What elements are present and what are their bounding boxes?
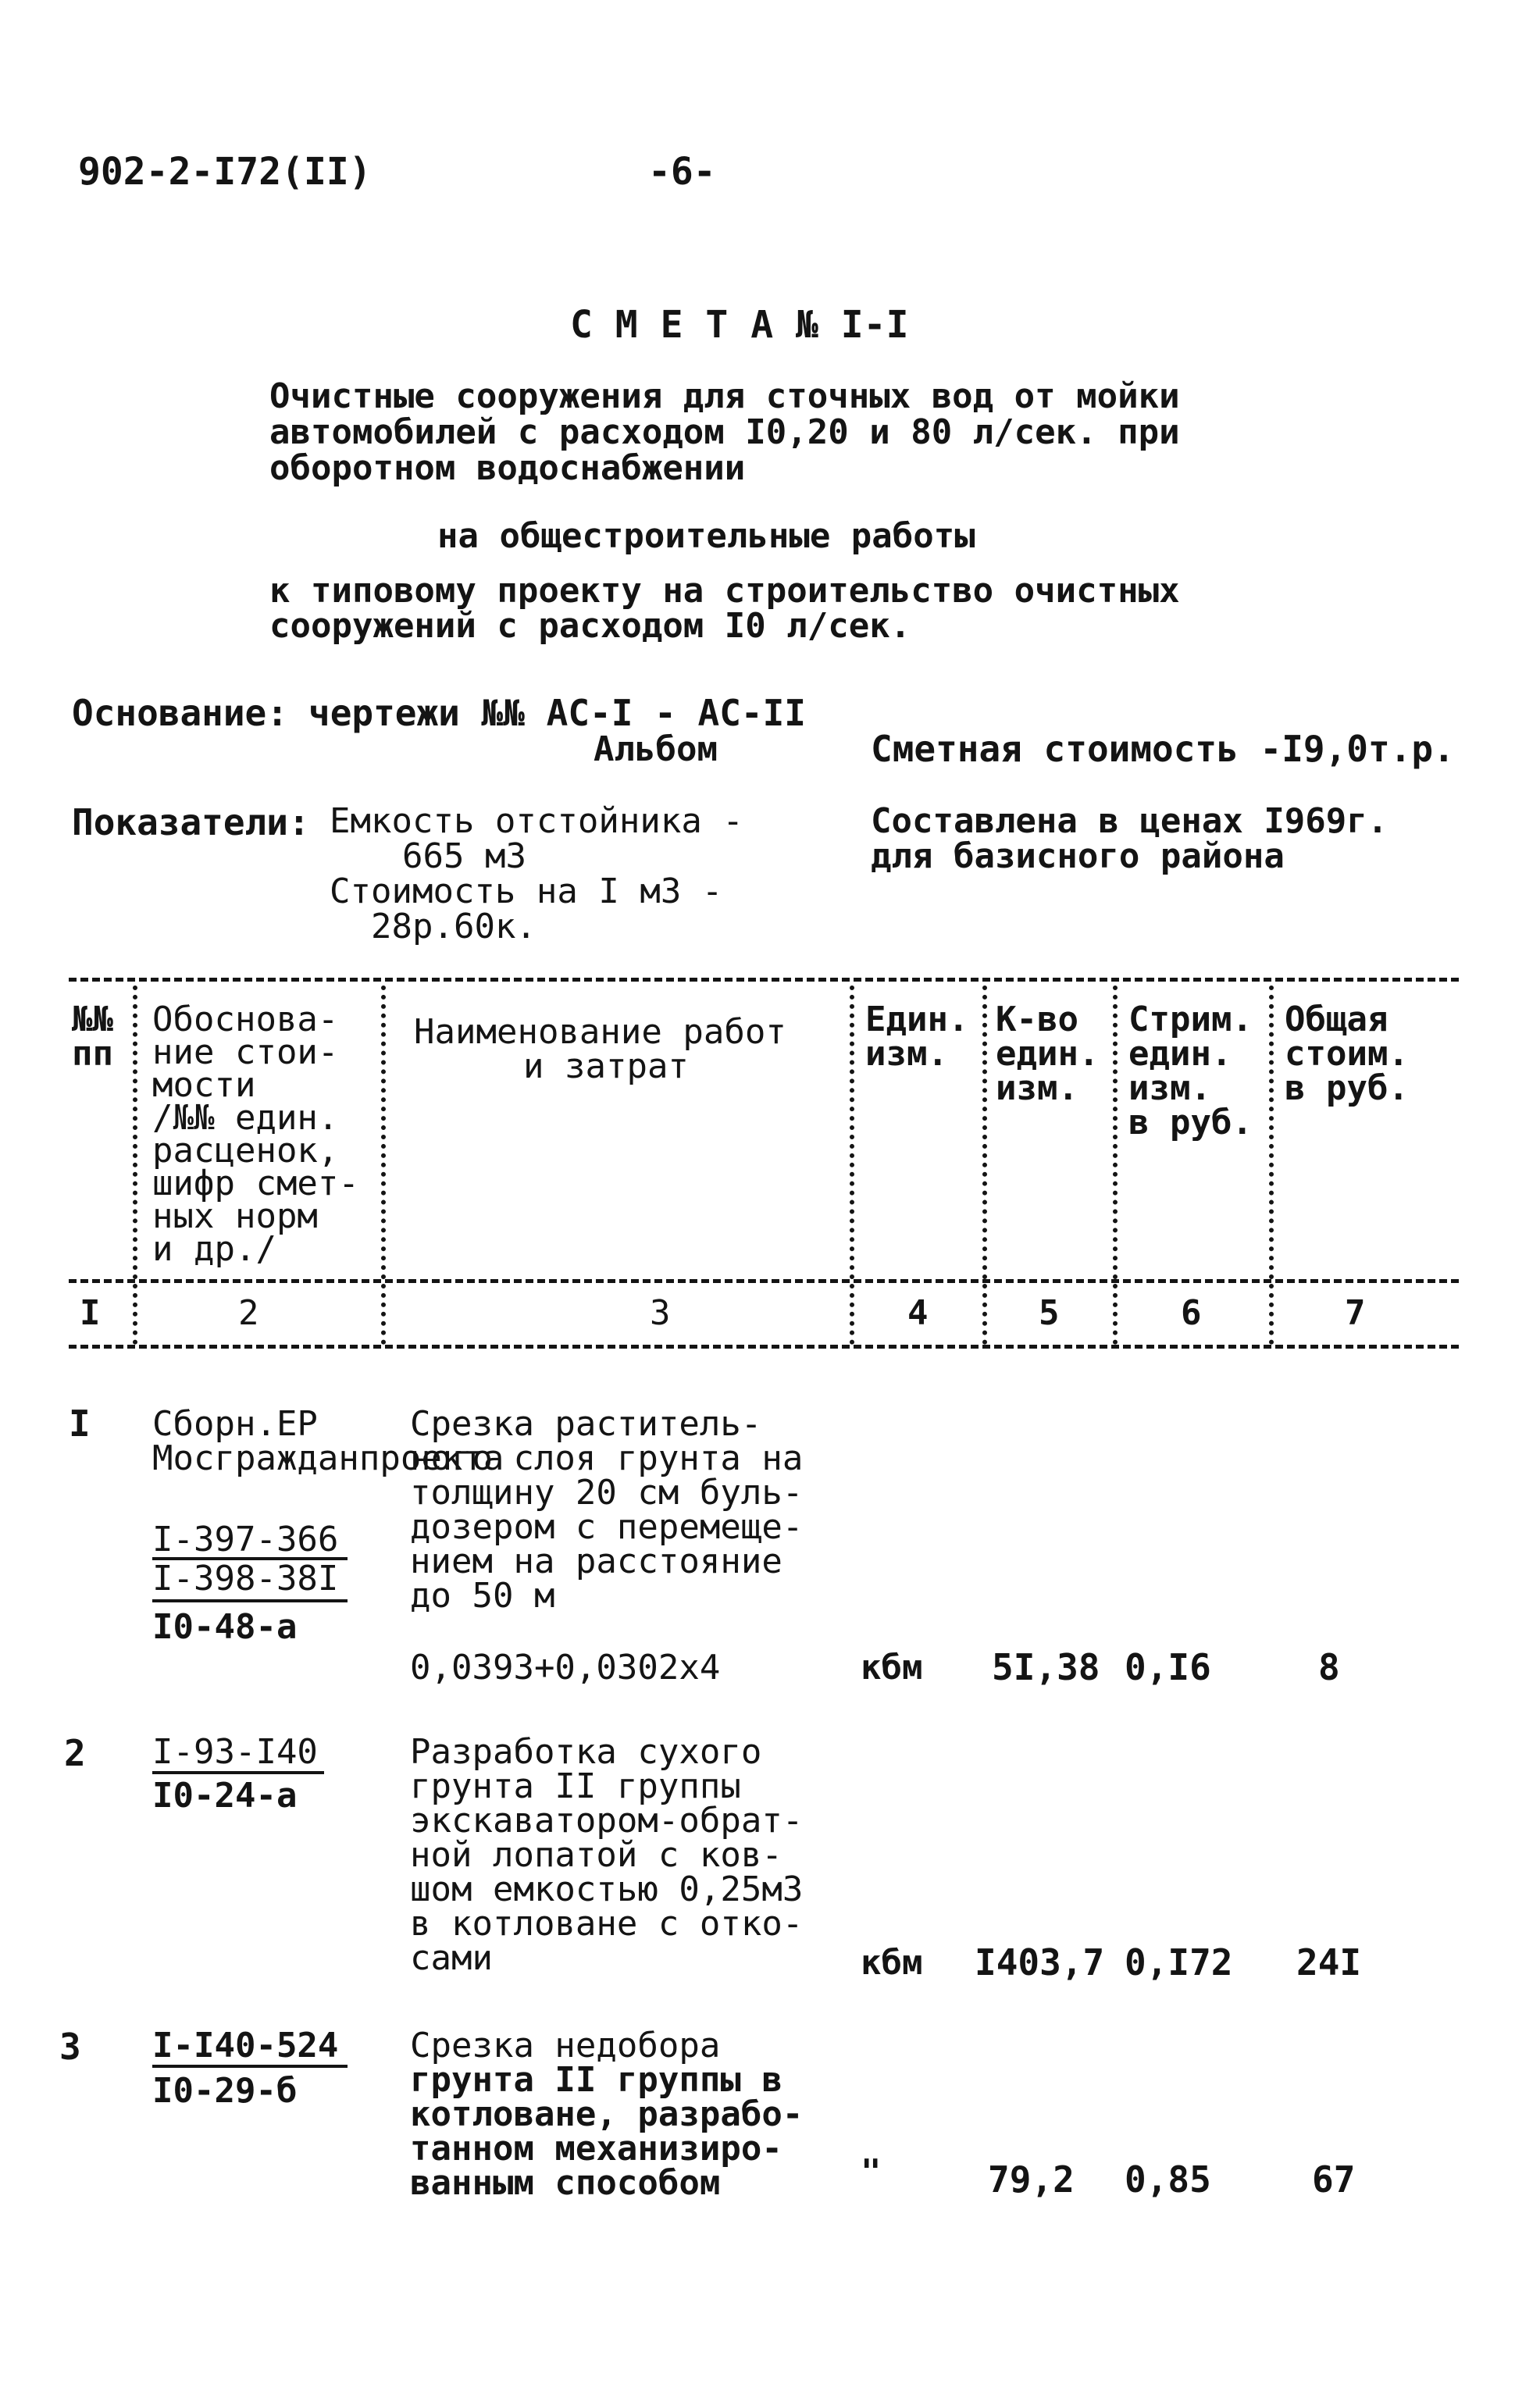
row-name-line: танном механизиро- <box>410 2129 782 2169</box>
row-unit: кбм <box>861 1943 923 1983</box>
column-divider-3 <box>850 985 854 1345</box>
header-qty-line-3: изм. <box>996 1068 1078 1108</box>
row-name-line: грунта II группы в <box>410 2060 782 2100</box>
header-price-line-2: един. <box>1128 1034 1232 1074</box>
header-basis-line-5: расценок, <box>152 1131 339 1171</box>
header-basis-line-6: шифр смет- <box>152 1164 359 1203</box>
row-number: 2 <box>64 1732 86 1774</box>
header-unit-line-2: изм. <box>865 1034 948 1074</box>
row-name-line: шом емкостью 0,25м3 <box>410 1869 804 1909</box>
fraction-rule <box>152 2065 348 2068</box>
row-name-line: котловане, разрабо- <box>410 2094 804 2134</box>
row-basis-code: I-397-366 <box>152 1520 339 1559</box>
row-basis-code: I0-48-а <box>152 1607 298 1647</box>
row-qty: I403,7 <box>975 1941 1105 1983</box>
row-basis-line: Сборн.ЕР <box>152 1404 318 1444</box>
header-unit-line-1: Един. <box>865 1000 969 1039</box>
row-basis-code: I0-29-б <box>152 2071 298 2111</box>
row-name-line: нием на расстояние <box>410 1542 782 1581</box>
row-name-line: в котловане с отко- <box>410 1904 804 1944</box>
header-num-line-1: №№ <box>72 1000 113 1039</box>
basis-text: чертежи №№ АС-I - АС-II <box>308 692 806 734</box>
column-divider-2 <box>381 985 386 1345</box>
estimated-cost: Сметная стоимость -I9,0т.р. <box>871 728 1455 770</box>
row-qty: 5I,38 <box>992 1646 1100 1688</box>
row-name-line: грунта II группы <box>410 1766 741 1806</box>
header-price-line-4: в руб. <box>1128 1103 1253 1142</box>
row-total: 24I <box>1296 1941 1362 1983</box>
document-code: 902-2-I72(II) <box>78 150 372 194</box>
header-qty-line-2: един. <box>996 1034 1100 1074</box>
column-number-2: 2 <box>238 1293 259 1333</box>
prices-line-2: для базисного района <box>871 836 1285 876</box>
column-divider-5 <box>1113 985 1118 1345</box>
header-price-line-3: изм. <box>1128 1068 1211 1108</box>
header-price-line-1: Стрим. <box>1128 1000 1253 1039</box>
prices-line-1: Составлена в ценах I969г. <box>871 801 1388 841</box>
header-basis-line-8: и др./ <box>152 1229 276 1269</box>
basis-label: Основание: <box>72 692 288 734</box>
row-name-line: сами <box>410 1938 493 1978</box>
indicator-line-2: 665 м3 <box>402 836 526 876</box>
column-number-1: I <box>80 1293 101 1333</box>
row-basis-code: I-398-38I <box>152 1559 339 1599</box>
row-price: 0,85 <box>1125 2158 1211 2201</box>
fraction-rule <box>152 1599 348 1602</box>
row-name-line: дозером с перемеще- <box>410 1507 804 1547</box>
indicator-line-4: 28р.60к. <box>371 907 537 946</box>
column-divider-1 <box>133 985 137 1345</box>
row-price: 0,I72 <box>1125 1941 1233 1983</box>
header-name-line-1: Наименование работ <box>414 1012 786 1052</box>
header-basis-line-4: /№№ един. <box>152 1098 339 1138</box>
column-number-4: 4 <box>907 1293 929 1333</box>
column-divider-6 <box>1269 985 1274 1345</box>
subtitle-line-3: оборотном водоснабжении <box>269 448 746 488</box>
table-header-rule <box>69 1279 1459 1283</box>
fraction-rule <box>152 1771 324 1774</box>
row-basis-code: I0-24-а <box>152 1776 298 1816</box>
row-name-line: Разработка сухого <box>410 1732 762 1772</box>
indicators-label: Показатели: <box>72 801 310 843</box>
header-basis-line-1: Обоснова- <box>152 1000 339 1039</box>
row-formula: 0,0393+0,0302х4 <box>410 1648 721 1688</box>
row-number: 3 <box>59 2026 81 2068</box>
row-basis-code: I-93-I40 <box>152 1732 318 1772</box>
page-number: -6- <box>648 150 716 194</box>
row-name-line: экскаватором-обрат- <box>410 1801 804 1841</box>
row-unit: " <box>861 2152 882 2192</box>
row-name-line: до 50 м <box>410 1576 555 1616</box>
row-name-line: Срезка раститель- <box>410 1404 762 1444</box>
row-unit: кбм <box>861 1648 923 1688</box>
row-name-line: ной лопатой с ков- <box>410 1835 782 1875</box>
row-name-line: толщину 20 см буль- <box>410 1473 804 1513</box>
row-qty: 79,2 <box>988 2158 1075 2201</box>
header-total-line-3: в руб. <box>1285 1068 1409 1108</box>
subtitle-line-2: автомобилей с расходом I0,20 и 80 л/сек. при <box>269 412 1180 452</box>
row-name-line: ванным способом <box>410 2163 721 2203</box>
row-name-line: ного слоя грунта на <box>410 1438 804 1478</box>
subtitle-line-1: Очистные сооружения для сточных вод от мойки <box>269 376 1180 416</box>
header-basis-line-2: ние стои- <box>152 1032 339 1072</box>
estimate-title: С М Е Т А № I-I <box>570 303 909 347</box>
column-number-6: 6 <box>1181 1293 1202 1333</box>
project-line-1: к типовому проекту на строительство очистных <box>269 571 1180 611</box>
header-qty-line-1: К-во <box>996 1000 1078 1039</box>
column-number-7: 7 <box>1345 1293 1366 1333</box>
row-total: 67 <box>1312 2158 1356 2201</box>
basis-album: Альбом <box>594 729 718 769</box>
project-line-2: сооружений с расходом I0 л/сек. <box>269 606 911 646</box>
row-price: 0,I6 <box>1125 1646 1211 1688</box>
header-basis-line-7: ных норм <box>152 1196 318 1236</box>
works-type: на общестроительные работы <box>437 516 975 556</box>
row-name-line: Срезка недобора <box>410 2026 721 2065</box>
header-total-line-2: стоим. <box>1285 1034 1409 1074</box>
header-total-line-1: Общая <box>1285 1000 1388 1039</box>
header-name-line-2: и затрат <box>523 1046 689 1086</box>
row-number: I <box>69 1403 91 1445</box>
header-num-line-2: пп <box>72 1034 113 1074</box>
column-divider-4 <box>982 985 987 1345</box>
indicator-line-3: Стоимость на I м3 - <box>330 871 723 911</box>
row-basis-code: I-I40-524 <box>152 2026 339 2065</box>
indicator-line-1: Емкость отстойника - <box>330 801 743 841</box>
column-number-3: 3 <box>650 1293 671 1333</box>
header-basis-line-3: мости <box>152 1065 256 1105</box>
table-numbers-rule <box>69 1345 1459 1349</box>
row-basis-line: Мосгражданпроекта <box>152 1438 504 1478</box>
row-total: 8 <box>1318 1646 1340 1688</box>
column-number-5: 5 <box>1039 1293 1060 1333</box>
table-top-rule <box>69 978 1459 982</box>
